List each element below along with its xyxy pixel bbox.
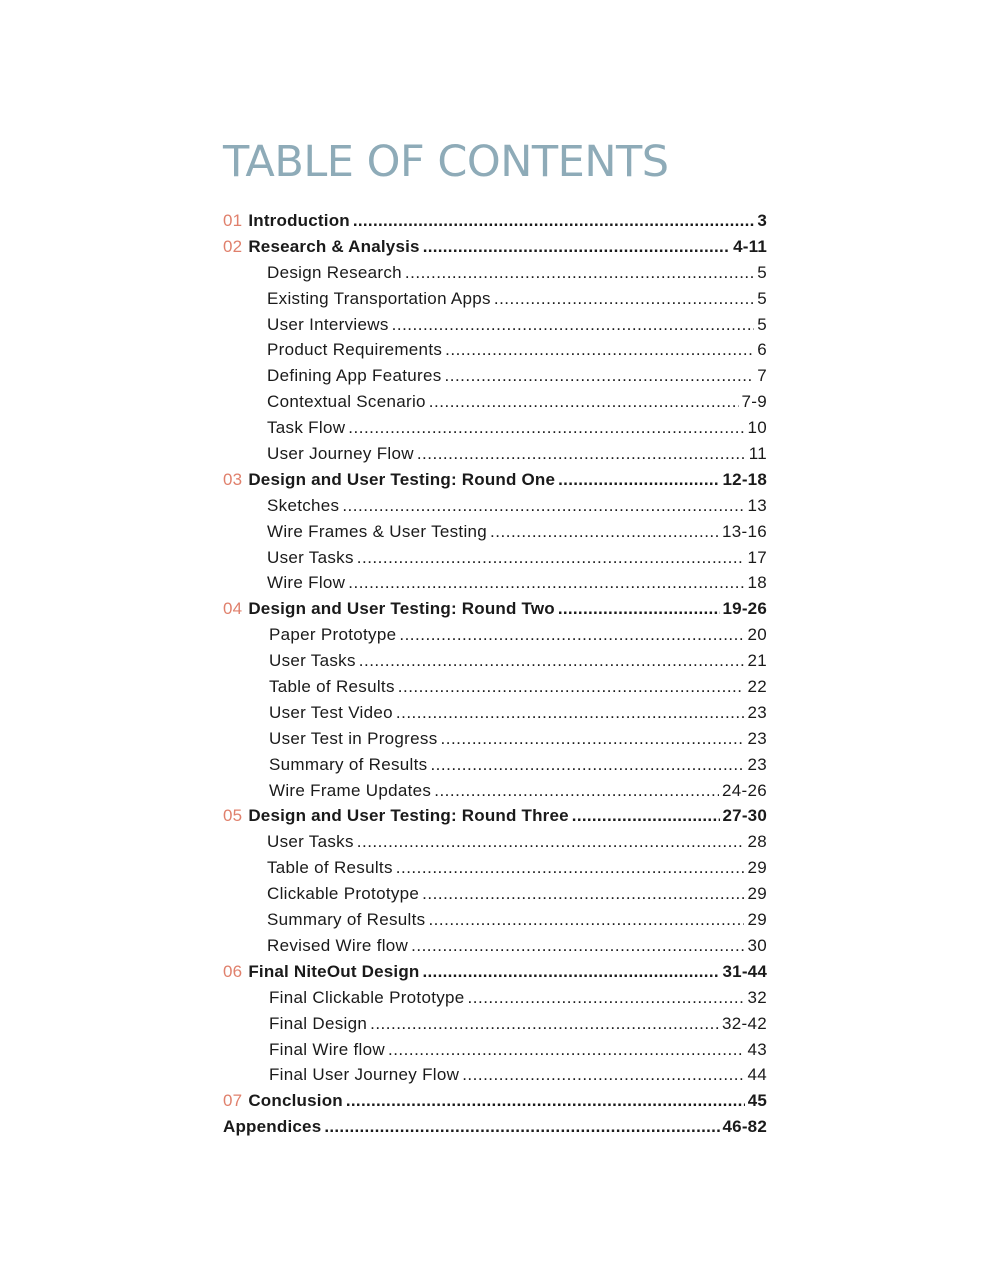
toc-subsection-entry <box>223 752 767 778</box>
toc-subsection-entry <box>223 1011 767 1037</box>
entry-label: Conclusion <box>248 1091 343 1111</box>
dot-leader <box>357 545 745 571</box>
section-number: 04 <box>223 599 243 619</box>
entry-label: Summary of Results <box>267 910 426 930</box>
entry-label: Table of Results <box>269 677 395 697</box>
dot-leader <box>423 234 730 260</box>
entry-label: Wire Frames & User Testing <box>267 521 488 541</box>
dot-leader <box>490 519 719 545</box>
page-number: 7 <box>757 366 767 386</box>
toc-section-entry <box>223 1088 767 1114</box>
dot-leader <box>399 622 744 648</box>
dot-leader <box>417 441 746 467</box>
page-number: 44 <box>747 1065 767 1085</box>
toc-section-entry <box>223 803 767 829</box>
dot-leader <box>441 726 745 752</box>
entry-label: Summary of Results <box>269 754 428 774</box>
dot-leader <box>324 1114 719 1140</box>
toc-subsection-entry <box>223 933 767 959</box>
dot-leader <box>445 337 754 363</box>
entry-label: Product Requirements <box>267 340 443 360</box>
entry-label: Design Research <box>267 262 402 282</box>
entry-label: User Tasks <box>267 832 354 852</box>
toc-subsection-entry <box>223 726 767 752</box>
toc-subsection-entry <box>223 493 767 519</box>
toc-section-entry <box>223 467 767 493</box>
toc-subsection-entry <box>223 260 767 286</box>
toc-subsection-entry <box>223 441 767 467</box>
toc-subsection-entry <box>223 363 767 389</box>
page-number: 22 <box>747 677 767 697</box>
page-number: 23 <box>747 728 767 748</box>
entry-label: Sketches <box>267 495 340 515</box>
entry-label: User Interviews <box>267 314 389 334</box>
page-number: 12-18 <box>722 469 767 489</box>
section-number: 02 <box>223 236 243 256</box>
entry-label: Wire Frame Updates <box>269 780 432 800</box>
entry-label: Paper Prototype <box>269 625 397 645</box>
page-number: 27-30 <box>722 806 767 826</box>
toc-subsection-entry <box>223 648 767 674</box>
dot-leader <box>357 829 745 855</box>
toc-subsection-entry <box>223 674 767 700</box>
page-number: 31-44 <box>722 961 767 981</box>
entry-label: User Tasks <box>269 651 356 671</box>
entry-label: Final Clickable Prototype <box>269 987 465 1007</box>
toc-subsection-entry <box>223 312 767 338</box>
dot-leader <box>370 1011 719 1037</box>
entry-label: User Tasks <box>267 547 354 567</box>
page-number: 18 <box>747 573 767 593</box>
page-number: 29 <box>747 858 767 878</box>
dot-leader <box>388 1037 745 1063</box>
toc-subsection-entry <box>223 415 767 441</box>
page-number: 21 <box>747 651 767 671</box>
entry-label: User Test in Progress <box>269 728 438 748</box>
page-number: 13-16 <box>722 521 767 541</box>
entry-label: Existing Transportation Apps <box>267 288 491 308</box>
page-number: 43 <box>747 1039 767 1059</box>
dot-leader <box>398 674 745 700</box>
toc-subsection-entry <box>223 778 767 804</box>
toc-subsection-entry <box>223 389 767 415</box>
toc-subsection-entry <box>223 829 767 855</box>
page-number: 29 <box>747 884 767 904</box>
entry-label: Final NiteOut Design <box>248 961 420 981</box>
entry-label: Introduction <box>248 211 350 230</box>
dot-leader <box>558 467 719 493</box>
entry-label: Defining App Features <box>267 366 442 386</box>
page-number: 24-26 <box>722 780 767 800</box>
page-number: 30 <box>747 935 767 955</box>
dot-leader <box>396 855 745 881</box>
page-number: 6 <box>757 340 767 360</box>
toc-section-entry <box>223 1114 767 1140</box>
page-number: 10 <box>747 418 767 438</box>
dot-leader <box>392 312 755 338</box>
entry-label: User Journey Flow <box>267 444 414 464</box>
toc-subsection-entry <box>223 907 767 933</box>
dot-leader <box>462 1062 744 1088</box>
page-number: 23 <box>747 702 767 722</box>
entry-label: Wire Flow <box>267 573 346 593</box>
section-number: 07 <box>223 1091 243 1111</box>
toc-subsection-entry <box>223 286 767 312</box>
dot-leader <box>558 596 720 622</box>
toc-subsection-entry <box>223 545 767 571</box>
page-number: 13 <box>747 495 767 515</box>
toc-section-entry <box>223 234 767 260</box>
dot-leader <box>572 803 720 829</box>
entry-label: Design and User Testing: Round One <box>248 469 556 489</box>
toc-subsection-entry <box>223 1037 767 1063</box>
page-number: 17 <box>747 547 767 567</box>
page-number: 23 <box>747 754 767 774</box>
dot-leader <box>422 881 744 907</box>
dot-leader <box>494 286 754 312</box>
dot-leader <box>411 933 744 959</box>
toc-subsection-entry <box>223 519 767 545</box>
section-number: 05 <box>223 806 243 826</box>
page-number: 11 <box>748 444 767 464</box>
dot-leader <box>342 493 744 519</box>
toc-subsection-entry <box>223 622 767 648</box>
entry-label: Final Design <box>269 1013 368 1033</box>
page-title: TABLE OF CONTENTS <box>223 137 669 187</box>
dot-leader <box>353 208 754 234</box>
dot-leader <box>430 752 744 778</box>
entry-label: Design and User Testing: Round Three <box>248 806 569 826</box>
page-number: 5 <box>757 314 767 334</box>
dot-leader <box>445 363 755 389</box>
entry-label: Task Flow <box>267 418 346 438</box>
entry-label: Appendices <box>223 1117 322 1137</box>
page-number: 29 <box>747 910 767 930</box>
page-number: 32-42 <box>722 1013 767 1033</box>
page-number: 5 <box>757 288 767 308</box>
dot-leader <box>405 260 754 286</box>
dot-leader <box>429 389 739 415</box>
dot-leader <box>346 1088 745 1114</box>
section-number: 03 <box>223 469 243 489</box>
toc-section-entry <box>223 596 767 622</box>
toc-subsection-entry <box>223 985 767 1011</box>
entry-label: Contextual Scenario <box>267 392 426 412</box>
page-number: 3 <box>757 211 767 230</box>
toc-subsection-entry <box>223 1062 767 1088</box>
page-number: 5 <box>757 262 767 282</box>
dot-leader <box>434 778 719 804</box>
entry-label: User Test Video <box>269 702 393 722</box>
table-of-contents <box>223 208 767 1140</box>
toc-subsection-entry <box>223 700 767 726</box>
page-number: 4-11 <box>733 236 767 256</box>
entry-label: Final Wire flow <box>269 1039 385 1059</box>
dot-leader <box>348 415 744 441</box>
entry-label: Clickable Prototype <box>267 884 420 904</box>
dot-leader <box>396 700 745 726</box>
toc-subsection-entry <box>223 570 767 596</box>
page-number: 7-9 <box>741 392 767 412</box>
toc-subsection-entry <box>223 337 767 363</box>
toc-section-entry <box>223 959 767 985</box>
page-number: 19-26 <box>722 599 767 619</box>
page-number: 32 <box>747 987 767 1007</box>
toc-section-entry <box>223 208 767 234</box>
section-number: 06 <box>223 961 243 981</box>
dot-leader <box>423 959 720 985</box>
entry-label: Table of Results <box>267 858 393 878</box>
entry-label: Revised Wire flow <box>267 935 409 955</box>
toc-subsection-entry <box>223 855 767 881</box>
page-number: 45 <box>747 1091 767 1111</box>
entry-label: Research & Analysis <box>248 236 420 256</box>
section-number: 01 <box>223 211 243 230</box>
entry-label: Design and User Testing: Round Two <box>248 599 555 619</box>
dot-leader <box>468 985 745 1011</box>
page-number: 46-82 <box>722 1117 767 1137</box>
page-number: 28 <box>747 832 767 852</box>
page-number: 20 <box>747 625 767 645</box>
dot-leader <box>428 907 744 933</box>
toc-subsection-entry <box>223 881 767 907</box>
dot-leader <box>359 648 745 674</box>
dot-leader <box>348 570 744 596</box>
entry-label: Final User Journey Flow <box>269 1065 460 1085</box>
